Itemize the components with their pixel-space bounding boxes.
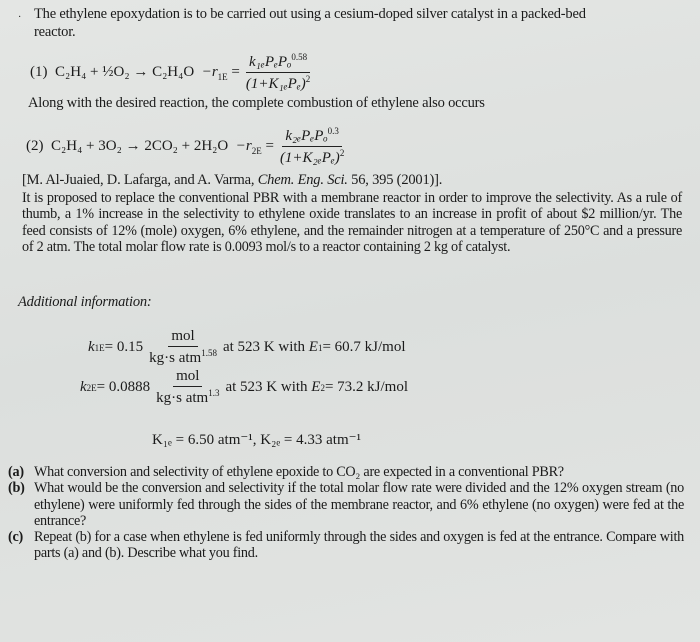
eq2-rate-lhs: $-r_{2E}$ = [235,137,274,156]
K-constants: K₁ₑ = 6.50 atm⁻¹, K₂ₑ = 4.33 atm⁻¹ [152,432,362,448]
problem-paragraph: It is proposed to replace the conventional PBR with a membrane reactor in order to improve the selectivity. As a rule of thumb, a 1% increase in the selectivity to ethylene oxide translates to an increase in profit of about $2 million/yr. The feed consists of 12% (mole) oxygen, 6% ethylene, and the remainder nitrogen at a temperature of 250°C and a pressure of 2 atm. The total molar flow rate is 0.0093 mol/s to a reactor containing 2 kg of catalyst. [22,190,682,255]
equation-1 [30,52,316,93]
k2-expression: k 2E = 0.0888 $\frac{\text{mol}}{kg\cdot s atm^{1.3}}$ at 523 K with E 2 = 73.2 kJ/mol [80,368,409,406]
equation-2 [26,126,350,167]
bullet-mark: · [18,12,22,23]
along-text: Along with the desired reaction, the complete combustion of ethylene also occurs [28,95,485,111]
citation: [M. Al-Juaied, D. Lafarga, and A. Varma, Chem. Eng. Sci. 56, 395 (2001)]. [22,172,443,188]
eq1-label: (1) [30,64,48,80]
eq1-rate-fraction: $\frac{k_{1e}P_eP_o^{0.58}}{(1+K_{1e}P_e)^2}$ [245,52,311,92]
eq1-rate-lhs: $-r_{1E}$ = [201,63,240,82]
question-b: (b) What would be the conversion and selectivity if the total molar flow rate were divided and the 12% oxygen stream (no ethylene) were uniformly fed through the sides of the membrane reactor, and 6% ethylene (no oxygen) were fed at the entrance? [8,480,684,529]
k1-expression: k 1E = 0.15 $\frac{\text{mol}}{kg\cdot s atm^{1.58}}$ at 523 K with E 1 = 60.7 kJ/mol [88,328,406,366]
intro-line-2: reactor. [34,24,76,40]
additional-info-heading: Additional information: [18,294,152,310]
questions [8,464,684,562]
intro-line-1: The ethylene epoxydation is to be carried out using a cesium-doped silver catalyst in a packed-bed [34,6,586,22]
eq1-reaction: C₂H₄ + ½O₂ → C₂H₄O [55,64,195,80]
question-c: (c) Repeat (b) for a case when ethylene is fed uniformly through the sides and oxygen is fed at the entrance. Compare with parts (a) and (b). Describe what you find. [8,529,684,562]
eq2-reaction: C₂H₄ + 3O₂ → 2CO₂ + 2H₂O [51,138,229,154]
question-a: (a) What conversion and selectivity of ethylene epoxide to CO₂ are expected in a conventional PBR? [8,464,564,480]
eq2-rate-fraction: $\frac{k_{2e}P_eP_o^{0.3}}{(1+K_{2e}P_e)^2}$ [279,126,345,166]
eq2-label: (2) [26,138,44,154]
